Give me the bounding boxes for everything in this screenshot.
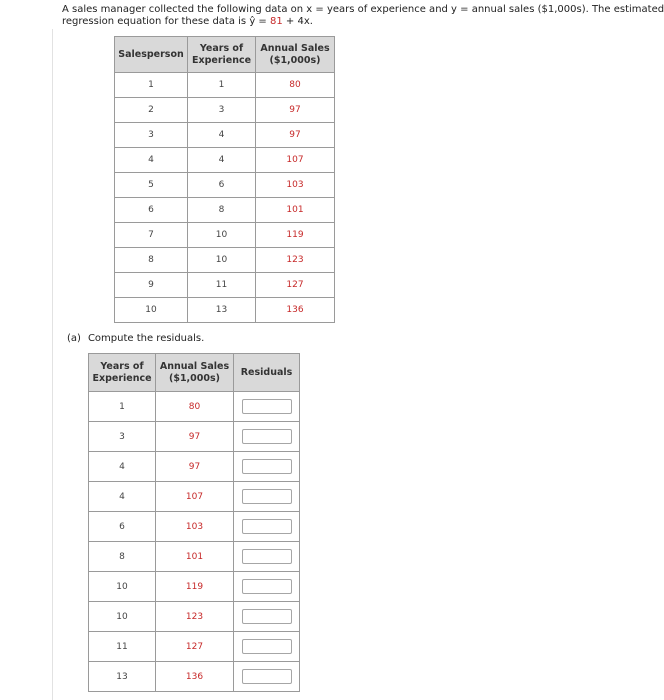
header-residuals: Residuals [234,354,300,392]
years-cell: 11 [188,273,256,298]
residuals-table-header-row [89,354,300,392]
years-cell: 10 [188,223,256,248]
part-a-prompt [67,333,204,344]
problem-line-1: A sales manager collected the following data on x = years of experience and y = annual sales ($1,000s). The estimated [62,4,664,15]
years-cell: 4 [89,482,156,512]
equation-prefix: regression equation for these data is ŷ = [62,16,270,27]
residual-input[interactable] [242,399,292,414]
years-cell: 4 [188,123,256,148]
years-cell: 13 [188,298,256,323]
salesperson-cell: 9 [115,273,188,298]
residual-cell [234,542,300,572]
residual-cell [234,422,300,452]
years-cell: 8 [89,542,156,572]
salesperson-cell: 8 [115,248,188,273]
header-annual-sales: Annual Sales ($1,000s) [156,354,234,392]
problem-statement [0,0,664,29]
salesperson-cell: 6 [115,198,188,223]
table-row [115,248,335,273]
table-row [115,98,335,123]
table-row [89,482,300,512]
sales-cell: 107 [256,148,335,173]
salesperson-cell: 2 [115,98,188,123]
table-row [89,392,300,422]
table-row [115,173,335,198]
residual-input[interactable] [242,489,292,504]
left-margin-rule [52,29,53,700]
sales-cell: 97 [156,422,234,452]
years-cell: 4 [89,452,156,482]
part-a-label: (a) [67,333,81,344]
sales-cell: 80 [256,73,335,98]
residual-input[interactable] [242,429,292,444]
sales-cell: 123 [256,248,335,273]
residual-cell [234,512,300,542]
sales-cell: 119 [156,572,234,602]
sales-cell: 107 [156,482,234,512]
table-row [115,148,335,173]
sales-cell: 80 [156,392,234,422]
table-row [89,572,300,602]
salesperson-cell: 1 [115,73,188,98]
years-cell: 6 [188,173,256,198]
table-row [89,422,300,452]
sales-cell: 136 [156,662,234,692]
residual-cell [234,482,300,512]
years-cell: 8 [188,198,256,223]
years-cell: 10 [188,248,256,273]
header-annual-sales: Annual Sales ($1,000s) [256,37,335,73]
table-row [89,662,300,692]
years-cell: 6 [89,512,156,542]
years-cell: 1 [89,392,156,422]
table-row [115,73,335,98]
sales-cell: 101 [256,198,335,223]
residual-cell [234,632,300,662]
sales-cell: 97 [256,123,335,148]
table-row [89,512,300,542]
table-row [115,123,335,148]
salesperson-cell: 5 [115,173,188,198]
residual-input[interactable] [242,609,292,624]
header-years-experience: Years of Experience [188,37,256,73]
data-table-header-row [115,37,335,73]
years-cell: 4 [188,148,256,173]
sales-cell: 136 [256,298,335,323]
header-years-experience: Years of Experience [89,354,156,392]
residual-cell [234,572,300,602]
residual-cell [234,452,300,482]
table-row [89,452,300,482]
sales-cell: 101 [156,542,234,572]
salesperson-cell: 7 [115,223,188,248]
table-row [89,632,300,662]
table-row [115,298,335,323]
years-cell: 13 [89,662,156,692]
years-cell: 1 [188,73,256,98]
sales-cell: 103 [156,512,234,542]
sales-cell: 127 [156,632,234,662]
sales-cell: 119 [256,223,335,248]
salesperson-cell: 4 [115,148,188,173]
years-cell: 3 [89,422,156,452]
residual-input[interactable] [242,459,292,474]
table-row [115,198,335,223]
problem-line-2 [62,16,313,28]
table-row [115,223,335,248]
residual-input[interactable] [242,519,292,534]
residual-input[interactable] [242,549,292,564]
table-row [89,602,300,632]
table-row [89,542,300,572]
table-row [115,273,335,298]
header-salesperson: Salesperson [115,37,188,73]
sales-cell: 127 [256,273,335,298]
years-cell: 10 [89,602,156,632]
part-a-text: Compute the residuals. [87,333,205,344]
sales-cell: 97 [156,452,234,482]
residuals-table [88,353,300,692]
sales-cell: 123 [156,602,234,632]
residual-cell [234,392,300,422]
years-cell: 3 [188,98,256,123]
years-cell: 10 [89,572,156,602]
residual-cell [234,662,300,692]
sales-cell: 97 [256,98,335,123]
residual-input[interactable] [242,579,292,594]
residual-input[interactable] [242,669,292,684]
salesperson-cell: 3 [115,123,188,148]
equation-suffix: + 4x. [282,16,313,27]
salesperson-cell: 10 [115,298,188,323]
residual-cell [234,602,300,632]
years-cell: 11 [89,632,156,662]
sales-cell: 103 [256,173,335,198]
residual-input[interactable] [242,639,292,654]
equation-intercept: 81 [269,16,283,27]
data-table [114,36,335,323]
